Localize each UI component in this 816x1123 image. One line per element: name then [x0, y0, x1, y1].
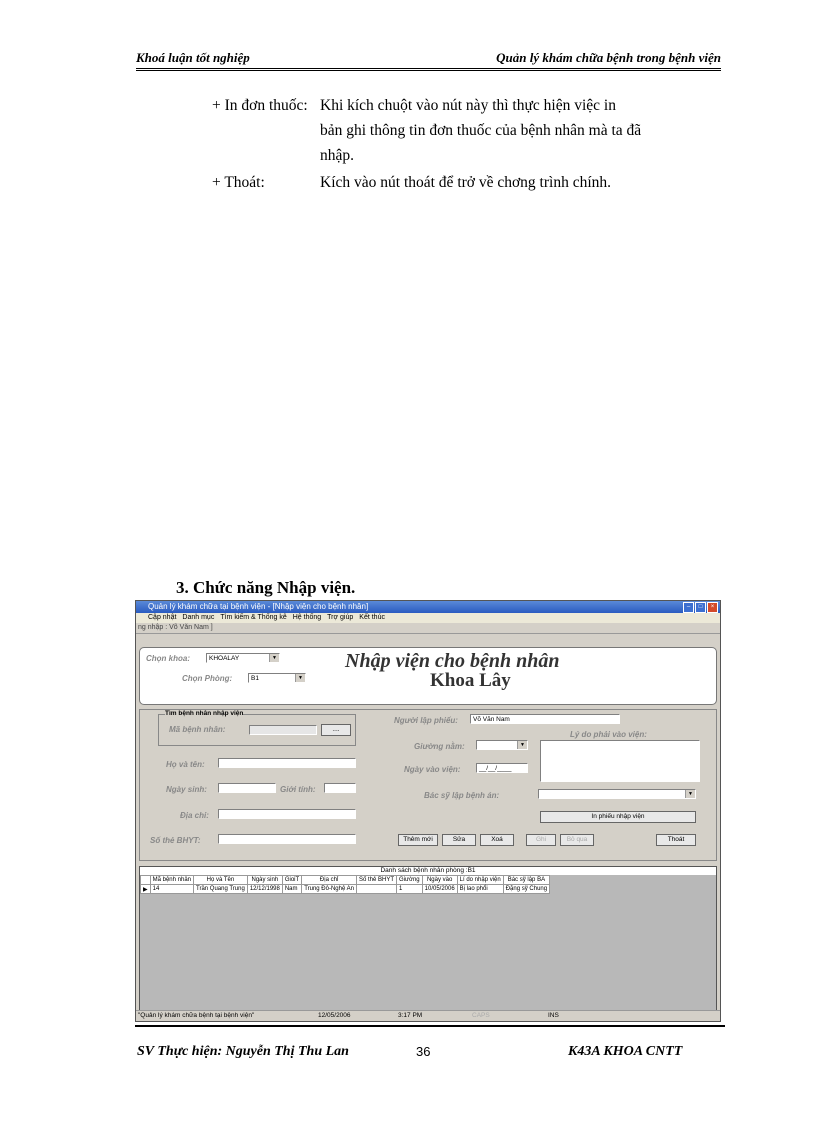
menu-ket-thuc[interactable]: Kết thúc: [359, 614, 385, 621]
footer-rule: [135, 1025, 725, 1027]
column-header[interactable]: Ngày vào: [422, 876, 457, 885]
bac-si-label: Bác sỹ lập bệnh án:: [424, 791, 500, 800]
chevron-down-icon[interactable]: ▼: [517, 741, 527, 749]
boqua-button[interactable]: Bỏ qua: [560, 834, 594, 846]
cell-gioi[interactable]: Nam: [282, 885, 301, 894]
maximize-icon[interactable]: □: [695, 602, 706, 613]
column-header[interactable]: Số thẻ BHYT: [357, 876, 397, 885]
search-group-title: Tìm bệnh nhân nhập viện: [165, 710, 244, 717]
status-time: 3:17 PM: [398, 1012, 423, 1019]
giuong-label: Giường nằm:: [414, 742, 465, 751]
ly-do-textarea[interactable]: [540, 740, 700, 782]
ngay-vao-label: Ngày vào viện:: [404, 765, 461, 774]
form-title: Nhập viện cho bệnh nhân: [345, 650, 560, 672]
chevron-down-icon[interactable]: ▼: [295, 674, 305, 682]
gioi-tinh-label: Giới tính:: [280, 785, 316, 794]
bhyt-input[interactable]: [218, 834, 356, 844]
dia-chi-label: Địa chỉ:: [180, 811, 209, 820]
column-header[interactable]: Bác sỹ lập BA: [503, 876, 549, 885]
ngay-sinh-label: Ngày sinh:: [166, 785, 207, 794]
nguoi-lap-label: Người lập phiếu:: [394, 716, 458, 725]
ho-ten-input[interactable]: [218, 758, 356, 768]
gioi-tinh-input[interactable]: [324, 783, 356, 793]
column-header[interactable]: Mã bệnh nhân: [150, 876, 193, 885]
cell-ten[interactable]: Trần Quang Trung: [194, 885, 248, 894]
chon-phong-label: Chọn Phòng:: [182, 674, 233, 683]
chevron-down-icon[interactable]: ▼: [685, 790, 695, 798]
status-date: 12/05/2006: [318, 1012, 351, 1019]
bhyt-label: Số thẻ BHYT:: [150, 836, 201, 845]
them-button[interactable]: Thêm mới: [398, 834, 438, 846]
nguoi-lap-input[interactable]: Võ Văn Nam: [470, 714, 620, 724]
ly-do-label: Lý do phải vào viện:: [570, 730, 647, 739]
xoa-button[interactable]: Xoá: [480, 834, 514, 846]
cell-bhyt[interactable]: [357, 885, 397, 894]
item1-line1: Khi kích chuột vào nút này thì thực hiện việc in: [320, 97, 616, 114]
chon-khoa-select[interactable]: KHOALAY ▼: [206, 653, 280, 663]
search-group: [158, 710, 356, 746]
close-icon[interactable]: ×: [707, 602, 718, 613]
column-header[interactable]: Giường: [397, 876, 423, 885]
menu-tim-kiem[interactable]: Tìm kiếm & Thống kê: [220, 614, 287, 621]
ma-bn-label: Mã bệnh nhân:: [169, 725, 226, 734]
column-header[interactable]: Ngày sinh: [247, 876, 282, 885]
window-title: Quản lý khám chữa tại bệnh viện - [Nhập viện cho bệnh nhân]: [148, 602, 369, 611]
form-header-panel: [139, 647, 717, 705]
form-subtitle: Khoa Lây: [430, 670, 511, 691]
ma-bn-input[interactable]: [249, 725, 317, 735]
footer-right: K43A KHOA CNTT: [568, 1044, 683, 1059]
cell-ngayvao[interactable]: 10/05/2006: [422, 885, 457, 894]
in-phieu-button[interactable]: In phiếu nhập viện: [540, 811, 696, 823]
item1-line3: nhập.: [320, 147, 355, 164]
page-number: 36: [416, 1044, 431, 1059]
status-caps: CAPS: [472, 1012, 490, 1019]
menu-danh-muc[interactable]: Danh mục: [182, 614, 215, 621]
row-pointer-icon: ▶: [141, 885, 151, 894]
status-bar: [136, 1010, 720, 1021]
thoat-button[interactable]: Thoát: [656, 834, 696, 846]
app-window: [135, 600, 721, 1022]
header-left: Khoá luận tốt nghiệp: [136, 50, 250, 65]
footer-left: SV Thực hiện: Nguyễn Thị Thu Lan: [137, 1044, 349, 1059]
title-bar: [136, 601, 720, 613]
cell-lido[interactable]: Bị lao phổi: [457, 885, 503, 894]
chon-phong-select[interactable]: B1 ▼: [248, 673, 306, 683]
ma-bn-lookup-button[interactable]: ....: [321, 724, 351, 736]
status-app: "Quản lý khám chữa bệnh tại bệnh viện": [138, 1012, 255, 1019]
ngay-vao-input[interactable]: __/__/____: [476, 763, 528, 773]
chevron-down-icon[interactable]: ▼: [269, 654, 279, 662]
sua-button[interactable]: Sửa: [442, 834, 476, 846]
form-body: [139, 709, 717, 861]
item1-line2: bản ghi thông tin đơn thuốc của bệnh nhân mà ta đã: [320, 122, 642, 139]
column-header[interactable]: Địa chỉ: [302, 876, 357, 885]
menu-he-thong[interactable]: Hệ thống: [292, 614, 322, 621]
menu-cap-nhat[interactable]: Cập nhật: [148, 614, 177, 621]
table-row[interactable]: [141, 885, 550, 894]
ngay-sinh-input[interactable]: [218, 783, 276, 793]
dia-chi-input[interactable]: [218, 809, 356, 819]
header-right: Quản lý khám chữa bệnh trong bệnh viện: [496, 50, 721, 65]
giuong-select[interactable]: [476, 740, 528, 750]
page-header: [136, 50, 721, 71]
breadcrumb: ng nhập : Võ Văn Nam ]: [136, 623, 720, 634]
column-header[interactable]: Lí do nhập viện: [457, 876, 503, 885]
patient-grid: [139, 866, 717, 1016]
patient-table: [140, 875, 550, 894]
column-header[interactable]: Họ và Tên: [194, 876, 248, 885]
grid-caption: Danh sách bệnh nhân phòng :B1: [140, 867, 716, 875]
status-ins: INS: [548, 1012, 559, 1019]
menu-bar: [136, 613, 720, 623]
item2-label: + Thoát:: [212, 174, 265, 191]
ho-ten-label: Họ và tên:: [166, 760, 205, 769]
cell-bacsi[interactable]: Đặng sỹ Chung: [503, 885, 549, 894]
item2-text: Kích vào nút thoát để trở về chơng trình chính.: [320, 174, 612, 191]
table-header-row: [141, 876, 550, 885]
ghi-button[interactable]: Ghi: [526, 834, 556, 846]
column-header[interactable]: GioiT: [282, 876, 301, 885]
menu-tro-giup[interactable]: Trợ giúp: [327, 614, 354, 621]
bac-si-select[interactable]: [538, 789, 696, 799]
chon-khoa-label: Chọn khoa:: [146, 654, 190, 663]
item1-label: + In đơn thuốc:: [212, 97, 308, 114]
cell-giuong[interactable]: 1: [397, 885, 423, 894]
section-title: 3. Chức năng Nhập viện.: [176, 578, 356, 597]
cell-diachi[interactable]: Trung Đô-Nghệ An: [302, 885, 357, 894]
minimize-icon[interactable]: –: [683, 602, 694, 613]
cell-ngaysinh[interactable]: 12/12/1998: [247, 885, 282, 894]
cell-ma[interactable]: 14: [150, 885, 193, 894]
